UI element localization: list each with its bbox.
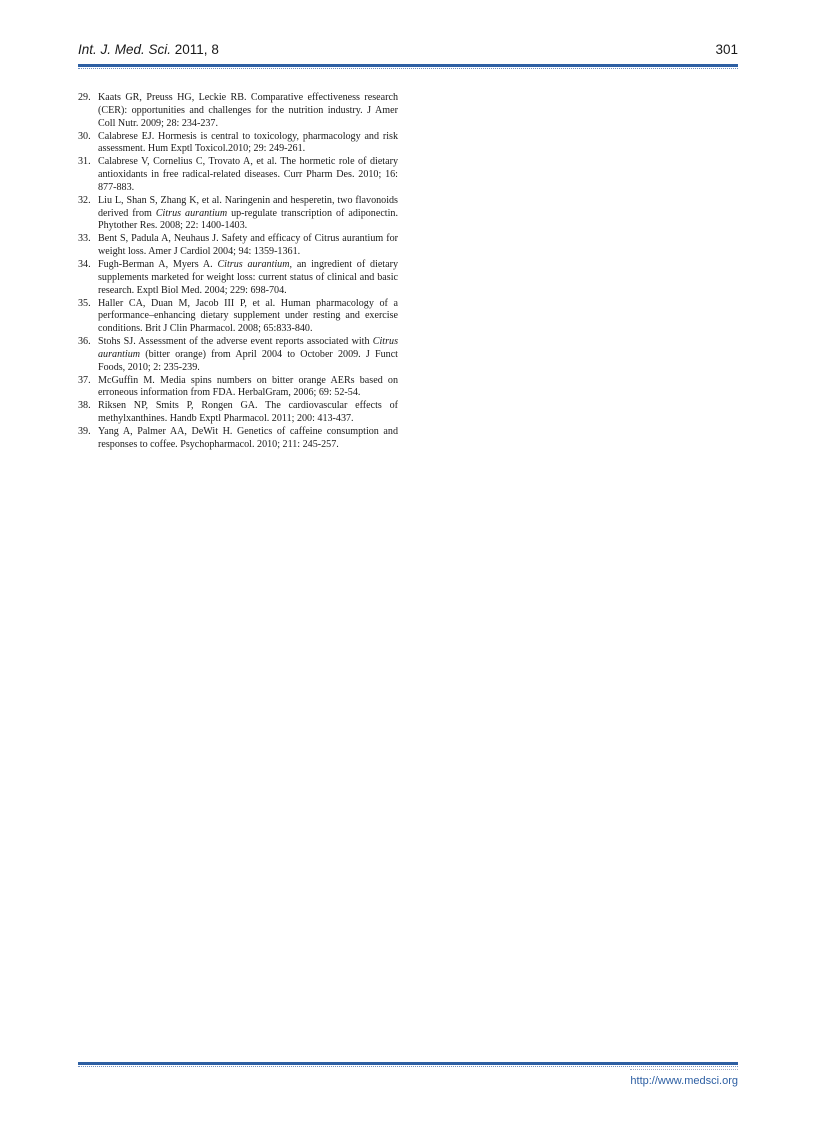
- reference-item: [78, 259, 398, 298]
- reference-text: [98, 259, 398, 296]
- reference-item: [78, 156, 398, 195]
- reference-number: 34.: [78, 258, 91, 270]
- reference-number: 35.: [78, 297, 91, 309]
- reference-text: Yang A, Palmer AA, DeWit H. Genetics of caffeine consumption and responses to coffee. Psychopharmacol. 2010; 211: 245-257.: [98, 425, 398, 450]
- reference-number: 32.: [78, 194, 91, 206]
- reference-number: 33.: [78, 233, 91, 245]
- reference-text: Calabrese EJ. Hormesis is central to toxicology, pharmacology and risk assessment. Hum Exptl Toxicol.2010; 29: 249-261.: [98, 130, 398, 155]
- reference-item: [78, 426, 398, 452]
- reference-number: 30.: [78, 130, 91, 142]
- footer-rule: [78, 1062, 738, 1065]
- reference-list: [78, 92, 398, 452]
- species-name: Citrus aurantium: [98, 336, 398, 360]
- reference-text: Bent S, Padula A, Neuhaus J. Safety and efficacy of Citrus aurantium for weight loss. Amer J Cardiol 2004; 94: 1359-1361.: [98, 233, 398, 258]
- reference-item: [78, 92, 398, 131]
- reference-text-part: up-regulate transcription of adiponectin. Phytother Res. 2008; 22: 1400-1403.: [98, 207, 398, 232]
- reference-number: 38.: [78, 400, 91, 412]
- reference-number: 37.: [78, 374, 91, 386]
- journal-website-link[interactable]: http://www.medsci.org: [630, 1075, 738, 1087]
- page-header: [78, 38, 738, 62]
- reference-number: 39.: [78, 425, 91, 437]
- journal-volume: 2011, 8: [171, 42, 219, 57]
- reference-text: Calabrese V, Cornelius C, Trovato A, et al. The hormetic role of dietary antioxidants in free radical-related diseases. Curr Pharm Des. 2010; 16: 877-883.: [98, 156, 398, 193]
- reference-text-part: Liu L, Shan S, Zhang K, et al. Naringenin and hesperetin, two flavonoids derived from: [98, 194, 398, 219]
- header-rule: [78, 64, 738, 67]
- reference-item: [78, 233, 398, 259]
- species-name: Citrus aurantium,: [217, 258, 293, 270]
- reference-number: 29.: [78, 92, 91, 103]
- page-number: 301: [715, 42, 738, 57]
- reference-item: [78, 336, 398, 375]
- reference-text: Riksen NP, Smits P, Rongen GA. The cardiovascular effects of methylxanthines. Handb Exptl Pharmacol. 2011; 200: 413-437.: [98, 400, 398, 425]
- species-name: Citrus aurantium: [155, 207, 228, 219]
- reference-text: Kaats GR, Preuss HG, Leckie RB. Comparative effectiveness research (CER): opportunities and challenges for the nutrition industry. J Amer Coll Nutr. 2009; 28: 234-237.: [98, 92, 398, 129]
- reference-item: [78, 400, 398, 426]
- reference-text: Haller CA, Duan M, Jacob III P, et al. Human pharmacology of a performance–enhancing dietary supplement under resting and exercise conditions. Brit J Clin Pharmacol. 2008; 65:833-840.: [98, 297, 398, 335]
- journal-title: [78, 42, 219, 57]
- reference-text-part: (bitter orange) from April 2004 to October 2009. J Funct Foods, 2010; 2: 235-239.: [98, 348, 398, 373]
- reference-text: [98, 336, 398, 373]
- footer-rule-dotted: [78, 1066, 738, 1068]
- reference-item: [78, 298, 398, 337]
- reference-text: [98, 195, 398, 232]
- reference-text: McGuffin M. Media spins numbers on bitter orange AERs based on erroneous information from FDA. HerbalGram, 2006; 69: 52-54.: [98, 374, 398, 399]
- reference-text-part: an ingredient of dietary supplements marketed for weight loss: current status of clinical and basic research. Exptl Biol Med. 2004; 229: 698-704.: [98, 258, 398, 296]
- journal-name: Int. J. Med. Sci.: [78, 42, 172, 57]
- header-rule-dotted: [78, 68, 738, 70]
- reference-text-part: Fugh-Berman A, Myers A.: [98, 258, 218, 270]
- reference-number: 36.: [78, 336, 91, 348]
- reference-item: [78, 195, 398, 234]
- reference-number: 31.: [78, 156, 91, 168]
- reference-item: [78, 375, 398, 401]
- reference-item: [78, 131, 398, 157]
- footer: [630, 1069, 738, 1089]
- reference-text-part: Stohs SJ. Assessment of the adverse event reports associated with: [98, 336, 373, 348]
